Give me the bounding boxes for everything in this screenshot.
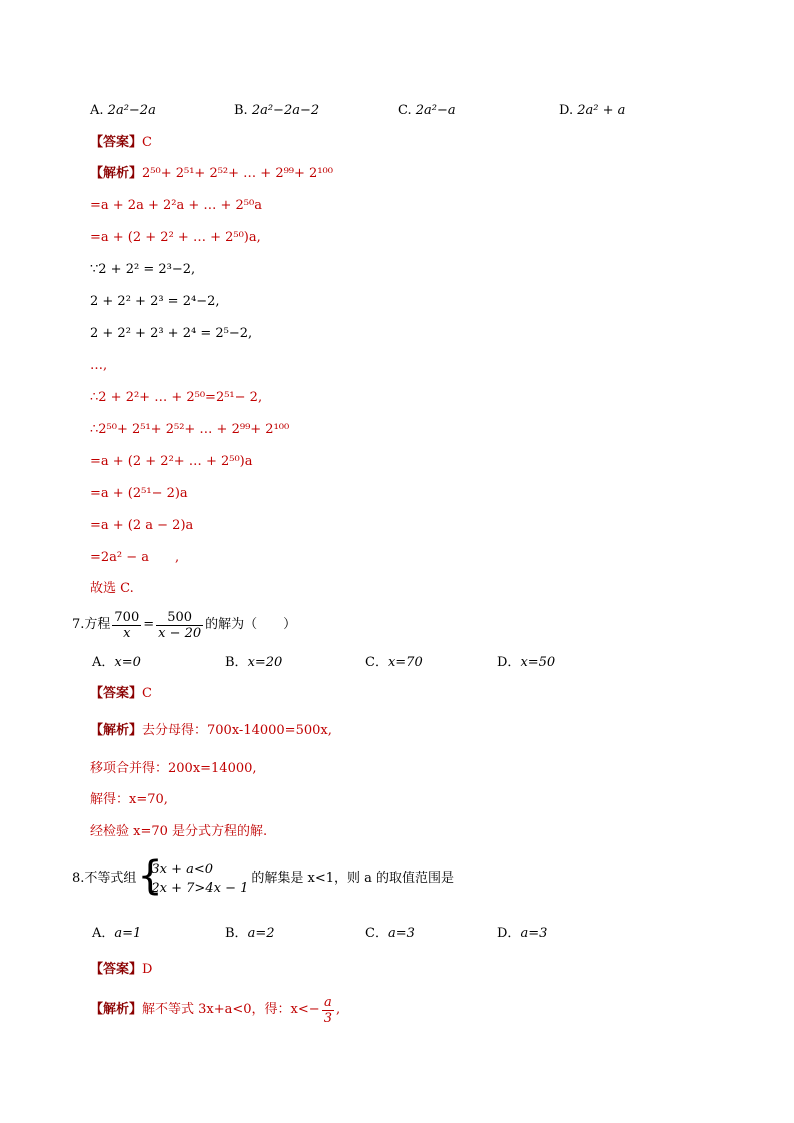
q7-option-b (225, 655, 282, 671)
q8-option-a (92, 926, 141, 942)
answer-value: C (142, 135, 152, 150)
q7-option-a (92, 655, 141, 671)
analysis-line: 解不等式 3x+a<0，得：x<− (142, 1002, 320, 1017)
option-text: a=2 (247, 926, 275, 941)
equals-sign: = (143, 617, 155, 632)
q7-analysis-line: 经检验 x=70 是分式方程的解. (90, 824, 268, 839)
option-text: x=20 (247, 655, 283, 670)
q6-analysis-head (90, 166, 333, 182)
answer-tag: 【答案】 (90, 686, 143, 701)
numerator: a (322, 995, 334, 1011)
q8-stem (72, 855, 454, 903)
option-label: B. (234, 103, 248, 118)
analysis-line: 去分母得：700x-14000=500x, (142, 723, 332, 738)
question-prefix: 8.不等式组 (72, 871, 137, 886)
q6-analysis-line: =a + 2a + 2²a + … + 2⁵⁰a (90, 198, 262, 213)
analysis-tag: 【解析】 (90, 166, 143, 181)
q7-analysis-line: 解得：x=70, (90, 792, 168, 807)
q6-analysis-line: 故选 C. (90, 581, 134, 596)
option-label: D． (497, 926, 521, 941)
q6-analysis-line: 2 + 2² + 2³ + 2⁴ = 2⁵−2, (90, 326, 253, 341)
option-text: a=3 (520, 926, 548, 941)
q6-analysis-line: =a + (2 a − 2)a (90, 518, 194, 533)
fraction-a-over-3 (322, 995, 334, 1026)
denominator: x (123, 625, 131, 641)
q7-analysis-line: 移项合并得：200x=14000, (90, 761, 257, 776)
question-suffix: 的解集是 x<1，则 a 的取值范围是 (251, 871, 455, 886)
option-text: 2a²−2a (107, 103, 156, 118)
option-text: x=50 (520, 655, 556, 670)
denominator: 3 (323, 1010, 332, 1026)
q7-stem (72, 605, 296, 645)
q6-option-a (90, 103, 156, 119)
answer-tag: 【答案】 (90, 135, 143, 150)
q8-option-c (365, 926, 415, 942)
q7-option-c (365, 655, 423, 671)
numerator: 700 (114, 609, 140, 625)
option-text: 2a²−2a−2 (251, 103, 320, 118)
q8-option-b (225, 926, 274, 942)
q6-analysis-line: ∵2 + 2² = 2³−2, (90, 262, 196, 277)
question-suffix: 的解为（ ） (205, 617, 297, 632)
q6-analysis-line: =a + (2 + 2² + … + 2⁵⁰)a, (90, 230, 261, 245)
analysis-line: 2⁵⁰+ 2⁵¹+ 2⁵²+ … + 2⁹⁹+ 2¹⁰⁰ (142, 166, 333, 181)
option-text: a=3 (387, 926, 415, 941)
q6-analysis-line: =a + (2 + 2²+ … + 2⁵⁰)a (90, 454, 253, 469)
numerator: 500 (156, 610, 203, 626)
analysis-tag: 【解析】 (90, 723, 143, 738)
q6-option-b (234, 103, 319, 119)
option-label: B． (225, 655, 248, 670)
q6-analysis-line: 2 + 2² + 2³ = 2⁴−2, (90, 294, 220, 309)
answer-value: C (142, 686, 152, 701)
option-label: B． (225, 926, 248, 941)
inequality-row-2: 2x + 7>4x − 1 (151, 881, 249, 896)
q7-answer (90, 686, 152, 702)
option-label: A． (92, 926, 115, 941)
q7-analysis-head (90, 723, 332, 739)
q6-analysis-line: ∴2⁵⁰+ 2⁵¹+ 2⁵²+ … + 2⁹⁹+ 2¹⁰⁰ (90, 422, 290, 437)
question-prefix: 7.方程 (72, 617, 111, 632)
q6-answer (90, 135, 152, 151)
q6-analysis-line: =2a² − a , (90, 550, 180, 565)
denominator: x − 20 (158, 625, 202, 641)
option-text: 2a²−a (415, 103, 456, 118)
q6-option-c (398, 103, 456, 119)
inequality-row-1: 3x + a<0 (151, 862, 214, 877)
option-label: A. (90, 103, 104, 118)
option-text: 2a² + a (577, 103, 626, 118)
option-label: D. (559, 103, 574, 118)
brace-icon: { (137, 853, 163, 899)
q8-option-d (497, 926, 547, 942)
q8-analysis-head (90, 990, 340, 1030)
analysis-end: , (335, 1002, 341, 1017)
option-text: x=70 (387, 655, 423, 670)
analysis-tag: 【解析】 (90, 1002, 143, 1017)
option-label: C． (365, 926, 388, 941)
q6-analysis-line: =a + (2⁵¹− 2)a (90, 486, 188, 501)
option-label: C. (398, 103, 412, 118)
option-text: a=1 (114, 926, 142, 941)
q6-analysis-line: ∴2 + 2²+ … + 2⁵⁰=2⁵¹− 2, (90, 390, 263, 405)
fraction-700-over-x (112, 610, 141, 641)
q6-analysis-line: …, (90, 358, 108, 373)
q8-answer (90, 962, 152, 978)
inequality-system (137, 853, 249, 899)
option-text: x=0 (114, 655, 141, 670)
option-label: D． (497, 655, 521, 670)
answer-value: D (142, 962, 153, 977)
fraction-500-over-x-minus-20 (156, 610, 203, 641)
q6-option-d (559, 103, 625, 119)
option-label: A． (92, 655, 115, 670)
option-label: C． (365, 655, 388, 670)
answer-tag: 【答案】 (90, 962, 143, 977)
q7-option-d (497, 655, 555, 671)
